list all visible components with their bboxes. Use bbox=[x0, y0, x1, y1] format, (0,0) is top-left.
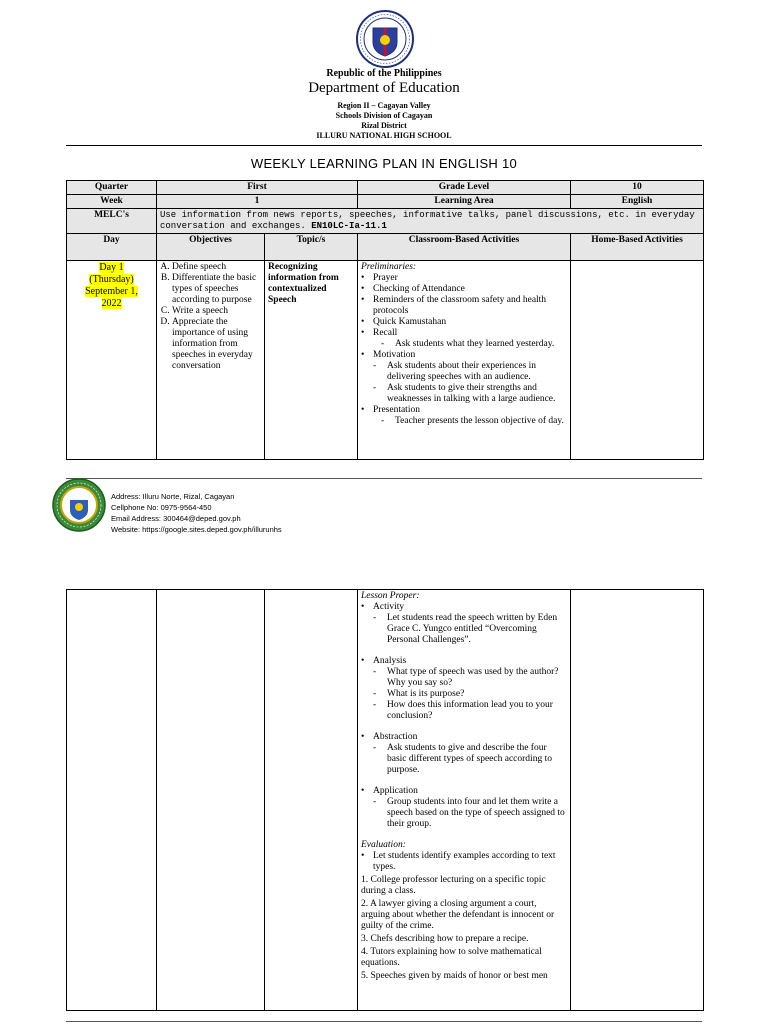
melc-label: MELC's bbox=[67, 209, 157, 234]
lesson-proper-cell bbox=[358, 590, 571, 1011]
column-header-row bbox=[67, 234, 704, 261]
motivation-item: - Ask students to give their strengths and weaknesses in talking with a large audience. bbox=[373, 383, 567, 405]
col-topics: Topic/s bbox=[265, 234, 358, 261]
evaluation-item: 3. Chefs describing how to prepare a recipe. bbox=[361, 934, 529, 944]
list-item: • Quick Kamustahan bbox=[361, 317, 567, 328]
objectives-cell bbox=[157, 261, 265, 460]
preliminaries-list bbox=[361, 273, 567, 427]
region-text: Region II – Cagayan Valley bbox=[337, 101, 431, 110]
school-address-block bbox=[0, 101, 768, 141]
grade-level-label: Grade Level bbox=[358, 181, 571, 195]
topic-cell: Recognizing information from contextualized Speech bbox=[265, 261, 358, 460]
objective-item: D. Appreciate the importance of using information from speeches in everyday conversation bbox=[172, 317, 261, 372]
day-year: 2022 bbox=[101, 298, 122, 309]
header-divider bbox=[66, 145, 702, 146]
week-row bbox=[67, 195, 704, 209]
abstraction-item: - Ask students to give and describe the four basic different types of speech according to purpose. bbox=[373, 743, 567, 776]
evaluation-intro: • Let students identify examples according to text types. bbox=[361, 851, 567, 873]
school-name: ILLURU NATIONAL HIGH SCHOOL bbox=[316, 131, 452, 140]
classroom-activities-cell bbox=[358, 261, 571, 460]
day-1-row-continued bbox=[67, 590, 704, 1011]
list-item bbox=[361, 786, 567, 830]
quarter-label: Quarter bbox=[67, 181, 157, 195]
preliminaries-label: Preliminaries: bbox=[361, 262, 417, 272]
evaluation-item: 5. Speeches given by maids of honor or best men bbox=[361, 971, 548, 981]
list-item: • Prayer bbox=[361, 273, 567, 284]
day-1-row bbox=[67, 261, 704, 460]
website-link[interactable]: Website: https://google.sites.deped.gov.ph/illurunhs bbox=[111, 525, 282, 534]
list-item: • Reminders of the classroom safety and health protocols bbox=[361, 295, 567, 317]
day-cell-empty bbox=[67, 590, 157, 1011]
objectives-list bbox=[160, 262, 261, 372]
analysis-item: - What is its purpose? bbox=[373, 689, 567, 700]
learning-area-label: Learning Area bbox=[358, 195, 571, 209]
division-text: Schools Division of Cagayan bbox=[335, 111, 433, 120]
footer-divider bbox=[66, 478, 702, 479]
activity-label: Activity bbox=[373, 602, 405, 612]
col-day: Day bbox=[67, 234, 157, 261]
topic-cell-empty bbox=[265, 590, 358, 1011]
recall-label: Recall bbox=[373, 328, 398, 338]
day-label: Day 1 bbox=[99, 262, 124, 273]
presentation-item: - Teacher presents the lesson objective of day. bbox=[381, 416, 567, 427]
list-item: • Checking of Attendance bbox=[361, 284, 567, 295]
objective-item: C. Write a speech bbox=[172, 306, 261, 317]
analysis-list bbox=[361, 656, 567, 722]
home-activities-cell-empty bbox=[571, 590, 704, 1011]
day-cell bbox=[67, 261, 157, 460]
motivation-label: Motivation bbox=[373, 350, 416, 360]
evaluation-item: 1. College professor lecturing on a specific topic during a class. bbox=[361, 875, 546, 896]
melc-code: EN10LC-Ia-11.1 bbox=[311, 221, 387, 231]
analysis-item: - How does this information lead you to your conclusion? bbox=[373, 700, 567, 722]
day-weekday: (Thursday) bbox=[89, 274, 134, 285]
objectives-cell-empty bbox=[157, 590, 265, 1011]
motivation-item: - Ask students about their experiences in delivering speeches with an audience. bbox=[373, 361, 567, 383]
recall-item: - Ask students what they learned yesterday. bbox=[381, 339, 567, 350]
school-logo bbox=[52, 478, 106, 532]
address-text: Address: Illuru Norte, Rizal, Cagayan bbox=[111, 492, 235, 501]
list-item bbox=[361, 328, 567, 350]
page-bottom-divider bbox=[66, 1021, 702, 1022]
list-item bbox=[361, 656, 567, 722]
evaluation-label: Evaluation: bbox=[361, 840, 406, 850]
melc-row bbox=[67, 209, 704, 234]
analysis-item: - What type of speech was used by the author? Why you say so? bbox=[373, 667, 567, 689]
list-item bbox=[361, 602, 567, 646]
melc-text bbox=[157, 209, 704, 234]
department-heading: Department of Education bbox=[308, 80, 460, 96]
presentation-label: Presentation bbox=[373, 405, 420, 415]
email-text: Email Address: 300464@deped.gov.ph bbox=[111, 514, 241, 523]
school-contact-block bbox=[111, 491, 282, 535]
analysis-label: Analysis bbox=[373, 656, 407, 666]
republic-heading: Republic of the Philippines bbox=[326, 68, 442, 79]
evaluation-item: 4. Tutors explaining how to solve mathematical equations. bbox=[361, 947, 542, 968]
week-value: 1 bbox=[157, 195, 358, 209]
page-title: WEEKLY LEARNING PLAN IN ENGLISH 10 bbox=[250, 156, 518, 171]
learning-area-value: English bbox=[571, 195, 704, 209]
melc-description: Use information from news reports, speeches, informative talks, panel discussions, etc. in everyday conversation and exchanges. bbox=[160, 210, 695, 231]
lesson-proper-list bbox=[361, 602, 567, 646]
evaluation-item: 2. A lawyer giving a closing argument a court, arguing about whether the defendant is innocent or guilty of the crime. bbox=[361, 899, 555, 931]
day-date: September 1, bbox=[85, 286, 138, 297]
objective-item: A. Define speech bbox=[172, 262, 261, 273]
quarter-row bbox=[67, 181, 704, 195]
col-home-activities: Home-Based Activities bbox=[571, 234, 704, 261]
list-item bbox=[361, 350, 567, 405]
application-item: - Group students into four and let them write a speech based on the type of speech assigned to their group. bbox=[373, 797, 567, 830]
quarter-value: First bbox=[157, 181, 358, 195]
objective-item: B. Differentiate the basic types of speeches according to purpose bbox=[172, 273, 261, 306]
week-label: Week bbox=[67, 195, 157, 209]
col-objectives: Objectives bbox=[157, 234, 265, 261]
col-classroom-activities: Classroom-Based Activities bbox=[358, 234, 571, 261]
lesson-proper-label: Lesson Proper: bbox=[361, 591, 420, 601]
weekly-plan-table-continued bbox=[66, 589, 704, 1011]
district-text: Rizal District bbox=[361, 121, 407, 130]
application-label: Application bbox=[373, 786, 418, 796]
weekly-plan-table bbox=[66, 180, 704, 460]
deped-seal-logo bbox=[356, 10, 414, 68]
list-item bbox=[361, 732, 567, 776]
abstraction-label: Abstraction bbox=[373, 732, 418, 742]
evaluation-intro-list bbox=[361, 851, 567, 873]
home-activities-cell bbox=[571, 261, 704, 460]
abstraction-list bbox=[361, 732, 567, 776]
grade-level-value: 10 bbox=[571, 181, 704, 195]
list-item bbox=[361, 405, 567, 427]
phone-text: Cellphone No: 0975-9564-450 bbox=[111, 503, 212, 512]
application-list bbox=[361, 786, 567, 830]
activity-item: - Let students read the speech written by Eden Grace C. Yungco entitled “Overcoming Personal Challenges”. bbox=[373, 613, 567, 646]
